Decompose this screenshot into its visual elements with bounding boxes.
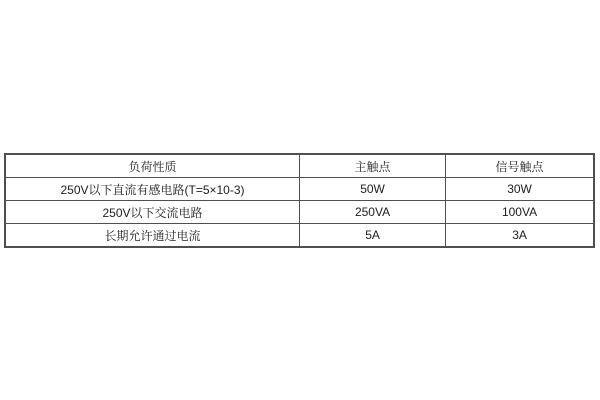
cell-signal-contact-value: 30W: [446, 178, 594, 201]
table-row: [5, 178, 594, 201]
cell-main-contact-value: 250VA: [300, 201, 446, 224]
load-spec-table: [4, 153, 595, 248]
cell-load-nature: 250V以下直流有感电路(T=5×10-3): [5, 178, 300, 201]
cell-signal-contact-value: 3A: [446, 224, 594, 248]
cell-signal-contact-value: 100VA: [446, 201, 594, 224]
table-row: [5, 201, 594, 224]
cell-main-contact-value: 50W: [300, 178, 446, 201]
cell-load-nature: 250V以下交流电路: [5, 201, 300, 224]
column-header-load-nature: 负荷性质: [5, 154, 300, 178]
table-header-row: [5, 154, 594, 178]
cell-load-nature: 长期允许通过电流: [5, 224, 300, 248]
column-header-signal-contact: 信号触点: [446, 154, 594, 178]
cell-main-contact-value: 5A: [300, 224, 446, 248]
column-header-main-contact: 主触点: [300, 154, 446, 178]
table-row: [5, 224, 594, 248]
